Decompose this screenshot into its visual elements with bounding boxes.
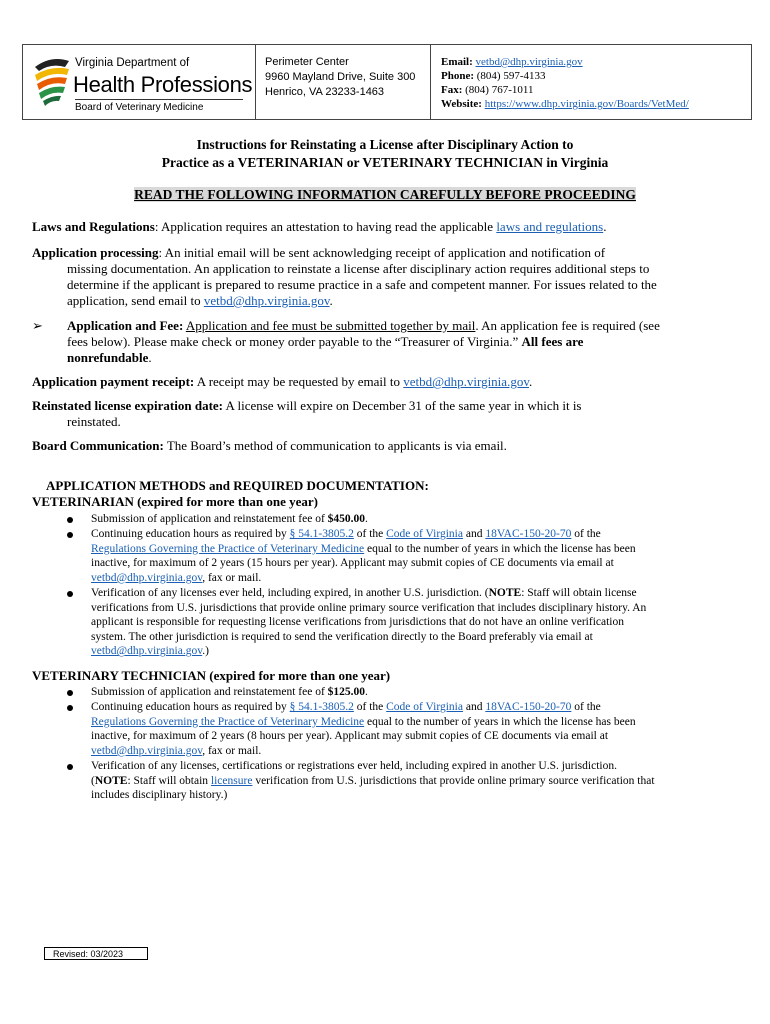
logo-cell xyxy=(23,45,256,119)
email-link[interactable]: vetbd@dhp.virginia.gov xyxy=(475,56,583,68)
laws-label: Laws and Regulations xyxy=(32,219,155,234)
tech-b2-text: inactive, for maximum of 2 years (8 hours per year). Applicant may submit copies of CE documents via email at xyxy=(91,730,609,743)
period: . xyxy=(329,293,333,308)
item-fee xyxy=(32,318,742,366)
communication-text: The Board’s method of communication to applicants is via email. xyxy=(163,438,507,453)
processing-label: Application processing xyxy=(32,245,159,260)
address-line: Henrico, VA 23233-1463 xyxy=(265,86,385,98)
tech-b3-text: ( xyxy=(91,774,95,787)
processing-line: application, send email to xyxy=(67,293,204,308)
phone-number: (804) 597-4133 xyxy=(476,70,546,82)
period: . xyxy=(365,513,368,525)
expiration-label: Reinstated license expiration date: xyxy=(32,398,224,413)
notice-heading xyxy=(0,186,770,204)
vet-b2-text: inactive, for maximum of 2 years (15 hours per year). Applicant may submit copies of CE documents via email at xyxy=(91,557,614,570)
vet-b3-text: applicant is responsible for requesting license verifications from jurisdictions that do not have an online verification xyxy=(91,616,625,629)
logo-divider xyxy=(75,99,243,100)
tech-b1-text: Submission of application and reinstatement fee of xyxy=(91,686,328,698)
processing-line: determine if the applicant is prepared to resume practice in a safe and competent manner. For issues related to the xyxy=(67,277,657,292)
receipt-email-link[interactable]: vetbd@dhp.virginia.gov xyxy=(403,374,529,389)
receipt-text: A receipt may be requested by email to xyxy=(194,374,404,389)
notice-text: READ THE FOLLOWING INFORMATION CAREFULLY BEFORE PROCEEDING xyxy=(134,187,636,202)
address xyxy=(265,55,415,100)
period: . xyxy=(148,350,152,365)
item-communication xyxy=(32,438,742,454)
fee-text: . An application fee is required (see xyxy=(475,318,660,333)
phone-label: Phone: xyxy=(441,70,474,82)
vet-b3-text: verifications from U.S. jurisdictions that provide online primary source verification that includes disciplinary history. An xyxy=(91,601,647,614)
letterhead xyxy=(22,44,752,120)
licensure-link[interactable]: licensure xyxy=(210,774,253,787)
logo-line-3: Board of Veterinary Medicine xyxy=(75,102,204,113)
title-line-1: Instructions for Reinstating a License after Disciplinary Action to xyxy=(196,137,574,152)
regulations-link[interactable]: Regulations Governing the Practice of Veterinary Medicine xyxy=(91,542,365,555)
vet-bullet-3 xyxy=(91,586,741,659)
fee-nonrefundable: nonrefundable xyxy=(67,350,149,365)
revised-date: Revised: 03/2023 xyxy=(44,947,148,960)
tech-b2-text: of the xyxy=(571,701,601,713)
vet-b1-text: Submission of application and reinstatement fee of xyxy=(91,513,328,525)
address-line: Perimeter Center xyxy=(265,56,349,68)
logo-line-2: Health Professions xyxy=(73,72,253,97)
document-title xyxy=(0,136,770,172)
vet-b2-text: , fax or mail. xyxy=(202,571,262,584)
receipt-label: Application payment receipt: xyxy=(32,374,195,389)
vet-b3-text: .) xyxy=(202,645,209,658)
expiration-text: A license will expire on December 31 of the same year in which it is xyxy=(223,398,582,413)
methods-heading: APPLICATION METHODS and REQUIRED DOCUMENTATION: xyxy=(46,478,429,493)
arrow-bullet-icon: ➢ xyxy=(32,318,43,333)
bullet-icon xyxy=(67,532,73,538)
vet-b3-text: system. The other jurisdiction is required to send the verification directly to the Board preferably via email at xyxy=(91,630,593,643)
vet-b2-text: of the xyxy=(571,528,601,540)
note-label: NOTE xyxy=(94,774,128,787)
period: . xyxy=(603,219,607,234)
regulations-link[interactable]: Regulations Governing the Practice of Veterinary Medicine xyxy=(91,715,365,728)
vet-b3-text: : Staff will obtain license xyxy=(521,587,637,599)
processing-line: missing documentation. An application to reinstate a license after disciplinary action requires additional steps to xyxy=(67,261,650,276)
tech-b3-text: verification from U.S. jurisdictions that provide online primary source verification that xyxy=(252,774,655,787)
bullet-icon xyxy=(67,690,73,696)
contact-cell xyxy=(431,45,751,119)
title-line-2: Practice as a VETERINARIAN or VETERINARY TECHNICIAN in Virginia xyxy=(161,155,609,170)
laws-regulations-link[interactable]: laws and regulations xyxy=(496,219,604,234)
regulation-link[interactable]: 18VAC-150-20-70 xyxy=(485,701,572,713)
statute-link[interactable]: § 54.1-3805.2 xyxy=(289,528,354,540)
email-link[interactable]: vetbd@dhp.virginia.gov xyxy=(91,571,203,584)
contact-info xyxy=(441,55,689,111)
vet-bullet-1 xyxy=(91,512,731,527)
tech-b2-text: equal to the number of years in which the license has been xyxy=(364,715,636,728)
email-link[interactable]: vetbd@dhp.virginia.gov xyxy=(91,645,203,658)
vet-bullet-2 xyxy=(91,527,731,585)
period: . xyxy=(528,374,533,389)
vet-heading-text: VETERINARIAN (expired for more than one year) xyxy=(32,494,318,509)
vdhp-logo-mark xyxy=(31,53,73,109)
vet-fee: $450.00 xyxy=(327,513,366,525)
item-expiration xyxy=(32,398,742,430)
statute-link[interactable]: § 54.1-3805.2 xyxy=(289,701,354,713)
laws-text: : Application requires an attestation to having read the applicable xyxy=(154,219,497,234)
tech-b2-text: of the xyxy=(353,701,387,713)
tech-heading-text: VETERINARY TECHNICIAN (expired for more than one year) xyxy=(32,668,391,683)
item-processing xyxy=(32,245,742,309)
vet-b2-text: Continuing education hours as required by xyxy=(91,528,290,540)
tech-b2-text: , fax or mail. xyxy=(202,744,262,757)
processing-text: : An initial email will be sent acknowledging receipt of application and notification of xyxy=(158,245,606,260)
fee-text: fees below). Please make check or money order payable to the “Treasurer of Virginia.” xyxy=(67,334,522,349)
tech-b3-text: : Staff will obtain xyxy=(127,774,211,787)
fee-nonrefundable: All fees are xyxy=(521,334,584,349)
tech-heading xyxy=(32,668,390,684)
period: . xyxy=(365,686,368,698)
logo-line-1: Virginia Department of xyxy=(75,57,190,69)
tech-b2-text: and xyxy=(462,701,486,713)
address-cell xyxy=(255,45,431,119)
bullet-icon xyxy=(67,517,73,523)
bullet-icon xyxy=(67,764,73,770)
code-of-virginia-link[interactable]: Code of Virginia xyxy=(386,701,463,713)
code-of-virginia-link[interactable]: Code of Virginia xyxy=(386,528,463,540)
tech-bullet-1 xyxy=(91,685,731,700)
vet-heading xyxy=(32,494,318,510)
vet-b2-text: of the xyxy=(353,528,387,540)
communication-label: Board Communication: xyxy=(32,438,164,453)
fee-label: Application and Fee: xyxy=(67,318,184,333)
tech-b3-text: Verification of any licenses, certifications or registrations ever held, including expired in another U.S. jurisdiction. xyxy=(91,760,617,772)
tech-bullet-2 xyxy=(91,700,731,758)
bullet-icon xyxy=(67,591,73,597)
fee-underlined: Application and fee must be submitted together by mail xyxy=(185,318,476,333)
vet-b3-text: Verification of any licenses ever held, including expired, in another U.S. jurisdiction. ( xyxy=(91,587,489,599)
fax-number: (804) 767-1011 xyxy=(465,84,534,96)
item-receipt xyxy=(32,374,742,390)
email-link[interactable]: vetbd@dhp.virginia.gov xyxy=(91,744,203,757)
vet-b2-text: and xyxy=(462,528,486,540)
email-label: Email: xyxy=(441,56,473,68)
fax-label: Fax: xyxy=(441,84,463,96)
vet-b2-text: equal to the number of years in which the license has been xyxy=(364,542,636,555)
website-link[interactable]: https://www.dhp.virginia.gov/Boards/VetMed/ xyxy=(484,98,689,110)
tech-b3-text: includes disciplinary history.) xyxy=(91,789,228,802)
expiration-text: reinstated. xyxy=(67,414,121,429)
bullet-icon xyxy=(67,705,73,711)
website-label: Website: xyxy=(441,98,482,110)
item-laws xyxy=(32,219,742,235)
tech-bullet-3 xyxy=(91,759,741,803)
address-line: 9960 Mayland Drive, Suite 300 xyxy=(265,71,416,83)
tech-b2-text: Continuing education hours as required by xyxy=(91,701,290,713)
processing-email-link[interactable]: vetbd@dhp.virginia.gov xyxy=(203,293,330,308)
regulation-link[interactable]: 18VAC-150-20-70 xyxy=(485,528,572,540)
tech-fee: $125.00 xyxy=(327,686,366,698)
note-label: NOTE xyxy=(488,587,522,599)
